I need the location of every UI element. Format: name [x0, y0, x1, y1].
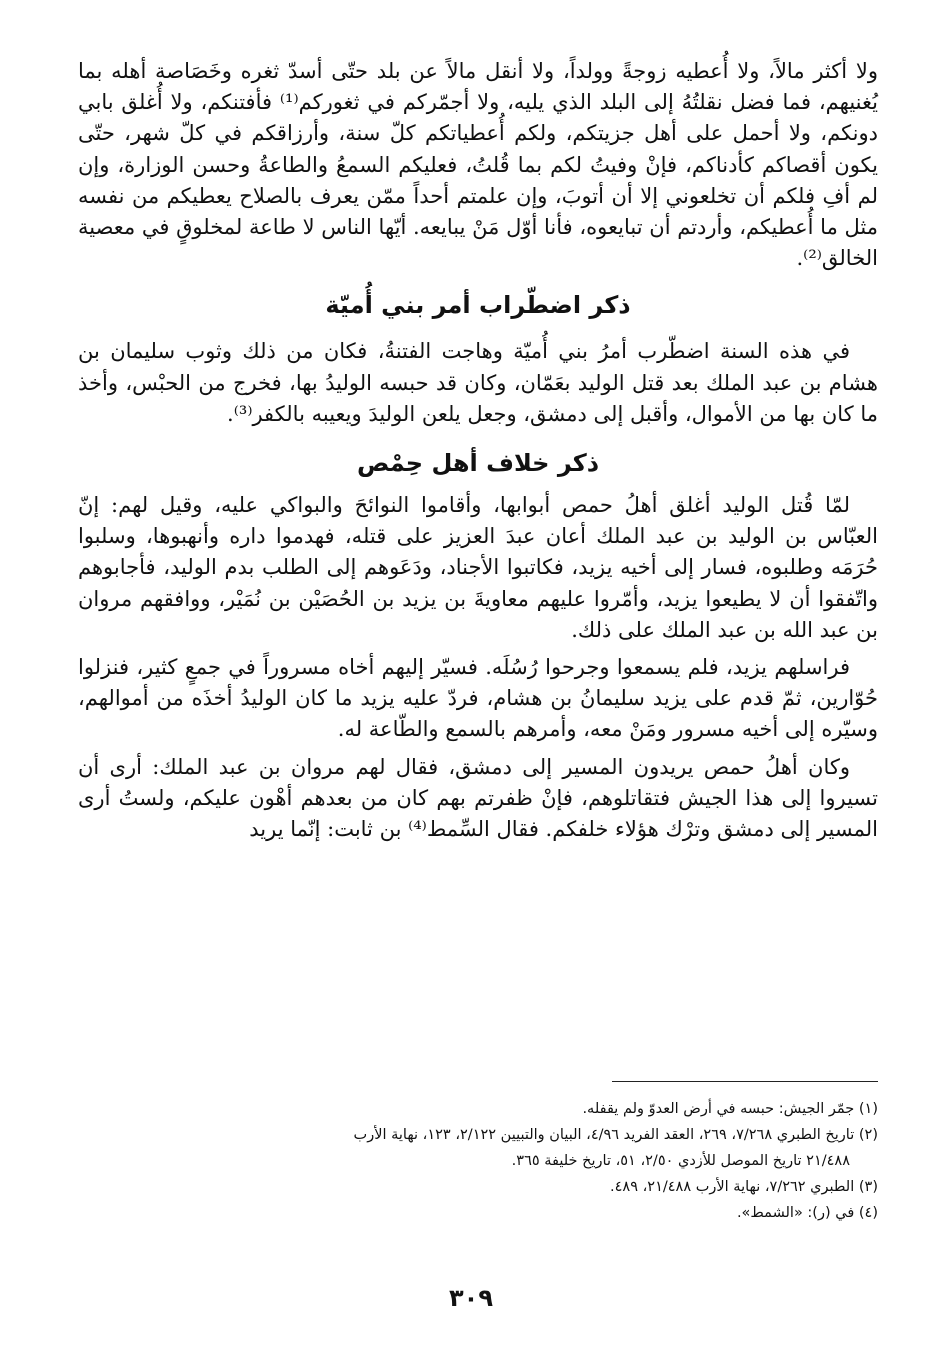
section2-paragraph-3: وكان أهلُ حمص يريدون المسير إلى دمشق، فقال لهم مروان بن عبد الملك: أرى أن تسيروا إلى هذا الجيش فتقاتلوهم، فإنْ ظفرتم بهم كان من بعدهم أهْون عليكم، ولستُ أرى المسير إلى دمشق وترْك هؤلاء خلفكم. فقال السِّمط⁽⁴⁾ بن ثابت: إنّما يريد: [78, 754, 878, 842]
footnote-2: (٢) تاريخ الطبري ٧/٢٦٨، ٢٦٩، العقد الفريد ٤/٩٦، البيان والتبيين ٢/١٢٢، ١٢٣، نهاية الأرب: [353, 1127, 878, 1143]
section-heading-homs-dispute: ذكر خلاف أهل حِمْص: [356, 449, 600, 478]
section2-paragraph-2: فراسلهم يزيد، فلم يسمعوا وجرحوا رُسُلَه. فسيّر إليهم أخاه مسروراً في جمعٍ كثير، فنزلوا حُوّارين، ثمّ قدم على يزيد سليمانُ بن هشام، فردّ عليه يزيد ما كان الوليدُ أخذَه من أموالهم، وسيّره إلى أخيه مسرور ومَنْ معه، وأمرهم بالسمع والطّاعة له.: [78, 655, 878, 742]
section2-paragraph-1: لمّا قُتل الوليد أغلق أهلُ حمص أبوابها، وأقاموا النوائحَ والبواكي عليه، وقيل لهم: إنّ العبّاس بن الوليد بن عبد الملك أعان عبدَ العزيز على قتله، فهدموا داره وأنهبوها، وسلبوا حُرَمَه وطلبوه، فسار إلى أخيه يزيد، فكاتبوا الأجناد، ودَعَوهم إلى الطلب بدم الوليد، فأجابوهم واتّفقوا أن لا يطيعوا يزيد، وأمّروا عليهم معاويةَ بن يزيد بن الحُصَيْن بن نُمَيْر، ووافقهم مروان بن عبد الله بن عبد الملك على ذلك.: [78, 493, 878, 642]
page-body: [78, 56, 878, 845]
section-heading-umayyad-turmoil: ذكر اضطّراب أمر بني أُميّة: [325, 291, 631, 320]
intro-paragraph: ولا أكثر مالاً، ولا أُعطيه زوجةً وولداً، ولا أنقل مالاً عن بلد حتّى أسدّ ثغره وخَصَاصة أهله بما يُغنيهم، فما فضل نقلتُهُ إلى البلد الذي يليه، ولا أجمّركم في ثغوركم⁽¹⁾ فأفتنكم، ولا أُغلق بابي دونكم، ولا أحمل على أهل جزيتكم، ولكم أُعطياتكم كلّ سنة، وأرزاقكم في كلّ شهر، حتّى يكون أقصاكم كأدناكم، فإنْ وفيتُ لكم بما قُلتُ، فعليكم السمعُ والطاعةُ وحسن الوزارة، وإن لم أفِ فلكم أن تخلعوني إلا أن أتوبَ، وإن علمتم أحداً ممّن يعرف بالصلاح يعطيكم من نفسه مثل ما أُعطيكم، وأردتم أن تبايعوه، فأنا أوّل مَنْ يبايعه. أيّها الناس لا طاعة لمخلوقٍ في معصية الخالق⁽²⁾.: [78, 59, 878, 271]
footnote-1: (١) جمّر الجيش: حبسه في أرض العدوّ ولم يقفله.: [582, 1101, 878, 1117]
footnote-divider: [612, 1081, 878, 1082]
page-number: ٣٠٩: [449, 1284, 493, 1312]
footnote-2-continued: ٢١/٤٨٨ تاريخ الموصل للأزدي ٢/٥٠، ٥١، تاريخ خليفة ٣٦٥.: [511, 1153, 850, 1169]
footnote-4: (٤) في (ر): «الشمط».: [736, 1205, 878, 1221]
footnote-3: (٣) الطبري ٧/٢٦٢، نهاية الأرب ٢١/٤٨٨، ٤٨٩.: [610, 1179, 878, 1195]
footnotes: [78, 1096, 878, 1226]
section1-paragraph: في هذه السنة اضطّرب أمرُ بني أُميّة وهاجت الفتنةُ، فكان من ذلك وثوب سليمان بن هشام بن عبد الملك بعد قتل الوليد بعَمّان، وكان قد حبسه الوليدُ بها، فخرج من الحبْس، وأخذ ما كان بها من الأموال، وأقبل إلى دمشق، وجعل يلعن الوليدَ ويعيبه بالكفر⁽³⁾.: [78, 339, 878, 426]
